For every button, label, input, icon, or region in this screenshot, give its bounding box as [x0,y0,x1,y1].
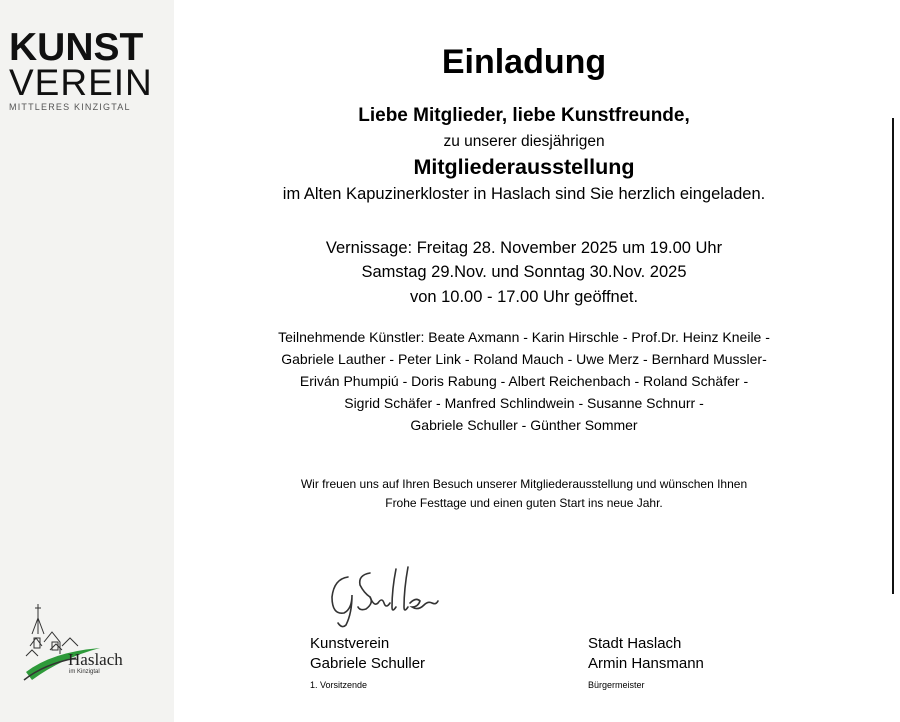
invitation-content [174,0,874,722]
intro-text: zu unserer diesjährigen [443,133,605,150]
closing-line: Frohe Festtage und einen guten Start ins neue Jahr. [385,496,663,510]
logo-line-region: MITTLERES KINZIGTAL [9,102,131,112]
left-signer-name: Gabriele Schuller [310,655,426,672]
vertical-divider [892,118,894,594]
artists-line: Gabriele Schuller - Günther Sommer [410,417,638,433]
logo-line-verein: VEREIN [9,62,153,103]
artists-line: Gabriele Lauther - Peter Link - Roland Mauch - Uwe Merz - Bernhard Mussler- [281,351,767,367]
handwritten-signature [326,563,444,631]
greeting: Liebe Mitglieder, liebe Kunstfreunde, [358,105,690,126]
kunstverein-logo [9,26,159,112]
exhibition-title: Mitgliederausstellung [413,155,635,179]
right-signer [588,634,704,674]
schedule-line: Vernissage: Freitag 28. November 2025 um 19.00 Uhr [325,239,723,257]
left-signer-org: Kunstverein [310,635,390,652]
artists-line: Teilnehmende Künstler: Beate Axmann - Karin Hirschle - Prof.Dr. Heinz Kneile - [278,329,770,345]
haslach-town-logo [22,594,152,686]
right-signer-role: Bürgermeister [588,680,645,690]
artists-line: Sigrid Schäfer - Manfred Schlindwein - Susanne Schnurr - [344,395,704,411]
right-signer-org: Stadt Haslach [588,635,682,652]
schedule-line: Samstag 29.Nov. und Sonntag 30.Nov. 2025 [361,263,687,281]
artists-line: Eriván Phumpiú - Doris Rabung - Albert Reichenbach - Roland Schäfer - [299,373,749,389]
invitation-title: Einladung [441,43,607,81]
venue-text: im Alten Kapuzinerkloster in Haslach sind Sie herzlich eingeladen. [282,185,766,203]
closing-line: Wir freuen uns auf Ihren Besuch unserer Mitgliederausstellung und wünschen Ihnen [300,477,748,491]
haslach-logo-subtext: im Kinzigtal [69,669,100,675]
haslach-logo-text: Haslach [68,650,123,669]
left-signer [310,634,425,674]
schedule-line: von 10.00 - 17.00 Uhr geöffnet. [409,288,639,306]
right-signer-name: Armin Hansmann [588,655,704,672]
left-signer-role: 1. Vorsitzende [310,680,368,690]
logo-line-kunst: KUNST [9,26,144,69]
sidebar [0,0,174,722]
